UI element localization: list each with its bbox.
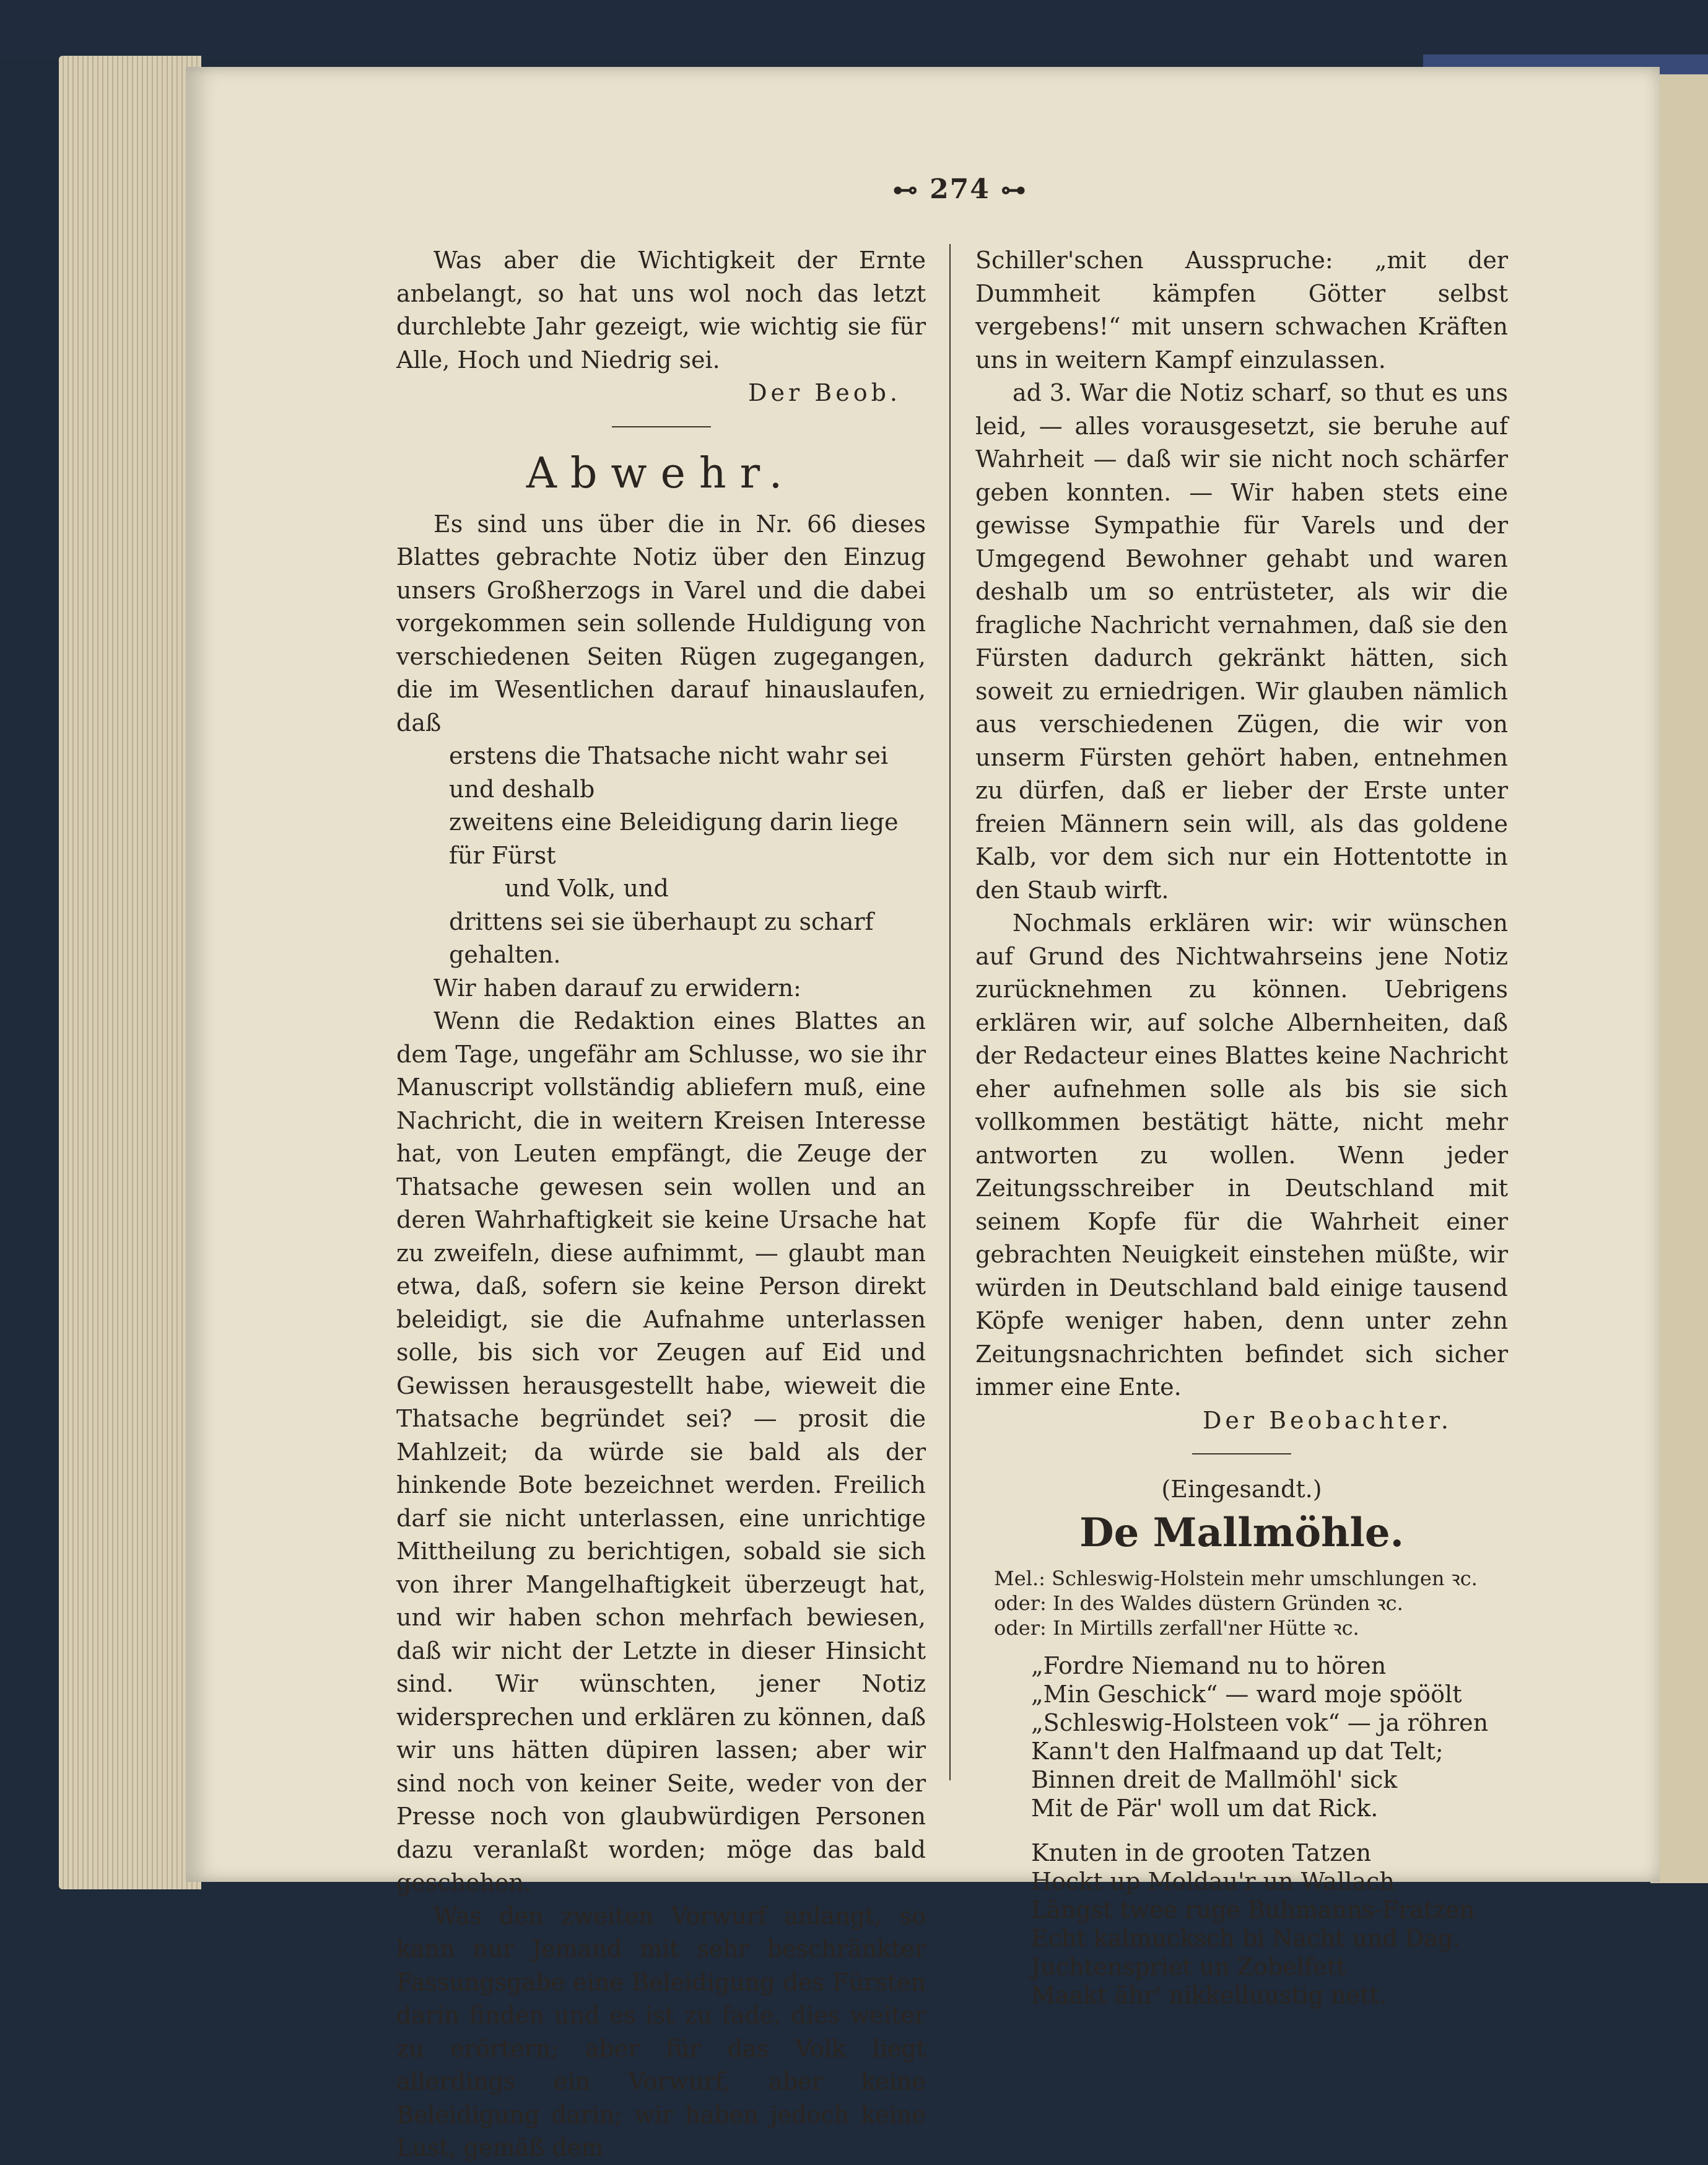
melody-line: oder: In Mirtills zerfall'ner Hütte ꝛc. [994,1616,1359,1640]
poem-line: „Schleswig-Holsteen vok“ — ja röhren [1031,1708,1489,1736]
poem-line: Maakt ähr' nikkelluustig nett. [1031,1981,1387,2009]
article-paragraph: Schiller'schen Ausspruche: „mit der Dummheit kämpfen Götter selbst vergebens!“ mit unsern schwachen Kräften uns in weitern Kampf einzulassen. [975,247,1508,374]
article-signature: Der Beobachter. [1202,1406,1452,1434]
list-item: erstens die Thatsache nicht wahr sei und deshalb [449,742,889,803]
submitted-note: (Eingesandt.) [1161,1476,1322,1503]
poem-line: Kann't den Halfmaand up dat Telt; [1031,1737,1444,1765]
article-paragraph: Was den zweiten Vorwurf anlangt, so kann nur Jemand mit sehr beschränkter Fassungsgabe eine Beleidigung des Fürsten darin finden und es ist zu fade, dies weiter zu erörtern; aber für das Volk liegt allerdings ein Vorwurf, aber keine Beleidigung darin; wir haben jedoch keine Lust, gemäß dem [396,1902,926,2161]
poem-line: „Fordre Niemand nu to hören [1031,1651,1387,1679]
article-paragraph: Wenn die Redaktion eines Blattes an dem Tage, ungefähr am Schlusse, wo sie ihr Manuscript vollständig abliefern muß, eine Nachricht, die in weitern Kreisen Interesse hat, von Leuten empfängt, die Zeuge der Thatsache gewesen sein wollen und an deren Wahrhaftigkeit sie keine Ursache hat zu zweifeln, diese aufnimmt, — glaubt man etwa, daß, sofern sie keine Person direkt beleidigt, sie die Aufnahme unterlassen solle, bis sich vor Zeugen auf Eid und Gewissen herausgestellt habe, wieweit die Thatsache begründet sei? — prosit die Mahlzeit; da würde sie bald als der hinkende Bote bezeichnet werden. Freilich darf sie nicht unterlassen, eine unrichtige Mittheilung zu berichtigen, sobald sie sich von ihrer Mangelhaftigkeit überzeugt hat, und wir haben schon mehrfach bewiesen, daß wir nicht der Letzte in dieser Hinsicht sind. Wir wünschten, jener Notiz widersprechen und erklären zu können, daß wir uns hätten düpiren lassen; aber wir sind noch von keiner Seite, weder von der Presse noch von glaubwürdigen Personen dazu veranlaßt worden; möge das bald geschehen. [396,1007,926,1896]
poem-line: Längst twee ruge Buhmanns-Fratzen [1031,1896,1475,1923]
poem-line: Echt kalmucksch bi Nacht und Dag. [1031,1924,1461,1952]
poem-line: Knuten in de grooten Tatzen [1031,1839,1372,1866]
left-ornament-icon: ⊷ [892,175,919,204]
page-header [842,173,1078,217]
list-item: drittens sei sie überhaupt zu scharf gehalten. [449,908,874,968]
intro-paragraph: Was aber die Wichtigkeit der Ernte anbelangt, so hat uns wol noch das letzt durchlebte Jahr gezeigt, wie wichtig sie für Alle, Hoch und Niedrig sei. [396,247,926,374]
right-column [975,244,1508,2026]
list-item: und Volk, und [505,875,669,902]
list-item: zweitens eine Beleidigung darin liege für Fürst [449,808,899,869]
melody-line: Mel.: Schleswig-Holstein mehr umschlungen ꝛc. [994,1566,1478,1590]
intro-signature: Der Beob. [748,379,901,406]
article-paragraph: ad 3. War die Notiz scharf, so thut es uns leid, — alles vorausgesetzt, sie beruhe auf Wahrheit — daß wir sie nicht noch schärfer geben konnten. — Wir haben stets eine gewisse Sympathie für Varels und der Umgegend Bewohner gehabt und waren deshalb um so entrüsteter, als wir die fragliche Nachricht vernahmen, daß sie den Fürsten dadurch gekränkt hätten, sich soweit zu erniedrigen. Wir glauben nämlich aus verschiedenen Zügen, die wir von unserm Fürsten gehört haben, entnehmen zu dürfen, daß er lieber der Erste unter freien Männern sein will, als das goldene Kalb, vor dem sich nur ein Hottentotte in den Staub wirft. [975,379,1508,904]
book-page-edges [59,56,201,1889]
poem-title: De Mallmöhle. [1079,1509,1404,1556]
article-paragraph: Es sind uns über die in Nr. 66 dieses Blattes gebrachte Notiz über den Einzug unsers Großherzogs in Varel und die dabei vorgekommen sein sollende Huldigung von verschiedenen Seiten Rügen zugegangen, die im Wesentlichen darauf hinauslaufen, daß [396,510,926,737]
article-paragraph: Wir haben darauf zu erwidern: [434,974,801,1002]
section-rule [612,426,711,427]
poem-line: „Min Geschick“ — ward moje spöölt [1031,1680,1462,1708]
melody-note [975,1566,1508,1640]
poem-line: Juchtenspriet un Zobelfett [1031,1953,1346,1980]
article-heading: Abwehr. [526,448,796,498]
left-column [396,244,926,2165]
poem-line: Mit de Pär' woll um dat Rick. [1031,1794,1379,1822]
objection-list [396,740,926,972]
poem-line: Hockt up Moldau'r un Wallach [1031,1867,1395,1895]
poem-line: Binnen dreit de Mallmöhl' sick [1031,1765,1398,1793]
page-number: 274 [930,173,990,205]
melody-line: oder: In des Waldes düstern Gründen ꝛc. [994,1591,1403,1615]
poem-stanza [1031,1651,1508,1822]
poem-stanza [1031,1839,1508,2010]
poem [975,1651,1508,2010]
section-rule [1192,1453,1291,1454]
right-ornament-icon: ⊶ [1001,175,1027,204]
scan-background-top [0,0,1708,59]
article-paragraph: Nochmals erklären wir: wir wünschen auf Grund des Nichtwahrseins jene Notiz zurücknehmen zu können. Uebrigens erklären wir, auf solche Albernheiten, daß der Redacteur eines Blattes keine Nachricht eher aufnehmen solle als bis sie sich vollkommen bestätigt hätte, nicht mehr antworten zu wollen. Wenn jeder Zeitungsschreiber in Deutschland mit seinem Kopfe für die Wahrheit einer gebrachten Neuigkeit einstehen müßte, wir würden in Deutschland bald einige tausend Köpfe weniger haben, denn unter zehn Zeitungsnachrichten befindet sich sicher immer eine Ente. [975,909,1508,1401]
column-divider [949,244,951,1780]
